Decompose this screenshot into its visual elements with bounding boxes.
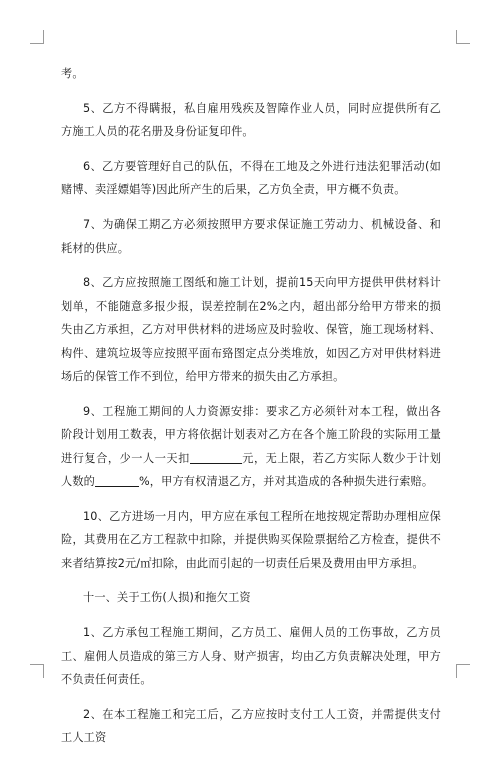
crop-mark-bottom-left-v bbox=[43, 664, 44, 678]
clause-9-part-b: 元，无上限，若乙方实际人数少于计划人数的 bbox=[61, 451, 441, 489]
deduction-amount-blank bbox=[190, 451, 242, 464]
crop-mark-top-right-v bbox=[456, 30, 457, 44]
percentage-blank bbox=[95, 474, 139, 487]
document-body bbox=[61, 62, 441, 761]
clause-9-part-c: %，甲方有权清退乙方，并对其造成的各种损失进行索赔。 bbox=[139, 475, 434, 489]
clause-9-part-a: 9、工程施工期间的人力资源安排：要求乙方必须针对本工程，做出各阶段计划用工数表，甲方将依据计划表对乙方在各个施工阶段的实际用工量进行复合，少一人一天扣 bbox=[61, 404, 441, 465]
crop-mark-bottom-left-h bbox=[30, 664, 44, 665]
paragraph-section-11-item-2: 2、在本工程施工和完工后，乙方应按时支付工人工资，并需提供支付工人工资 bbox=[61, 707, 441, 745]
paragraph-clause-5: 5、乙方不得瞒报，私自雇用残疾及智障作业人员，同时应提供所有乙方施工人员的花名册及身份证复印件。 bbox=[61, 101, 441, 139]
paragraph-clause-8: 8、乙方应按照施工图纸和施工计划，提前15天向甲方提供甲供材料计划单，不能随意多报少报，误差控制在2%之内，超出部分给甲方带来的损失由乙方承担，乙方对甲供材料的进场应及时验收、保管，施工现场材料、构件、建筑垃圾等应按照平面布臵图定点分类堆放，如因乙方对甲供材料进场后的保管工作不到位，给甲方带来的损失由乙方承担。 bbox=[61, 276, 441, 384]
crop-mark-top-left-h bbox=[30, 43, 44, 44]
paragraph-clause-6: 6、乙方要管理好自己的队伍，不得在工地及之外进行违法犯罪活动(如赌博、卖淫嫖娼等)因此所产生的后果，乙方负全责，甲方概不负责。 bbox=[61, 160, 441, 197]
section-heading-11: 十一、关于工伤(人损)和拖欠工资 bbox=[83, 591, 251, 605]
paragraph-clause-7: 7、为确保工期乙方必须按照甲方要求保证施工劳动力、机械设备、和耗材的供应。 bbox=[61, 218, 441, 255]
paragraph-clause-9 bbox=[61, 400, 441, 494]
paragraph-continuation: 考。 bbox=[61, 67, 84, 80]
paragraph-section-11-item-1: 1、乙方承包工程施工期间，乙方员工、雇佣人员的工伤事故，乙方员工、雇佣人员造成的第三方人身、财产损害，均由乙方负责解决处理，甲方不负责任何责任。 bbox=[61, 626, 441, 687]
crop-mark-top-right-h bbox=[456, 43, 470, 44]
crop-mark-bottom-right-v bbox=[456, 664, 457, 678]
crop-mark-top-left-v bbox=[43, 30, 44, 44]
paragraph-clause-10: 10、乙方进场一月内，甲方应在承包工程所在地按规定帮助办理相应保险，其费用在乙方工程款中扣除，并提供购买保险票据给乙方检查，提供不来者结算按2元/㎡扣除，由此而引起的一切责任后果及费用由甲方承担。 bbox=[61, 509, 441, 570]
crop-mark-bottom-right-h bbox=[456, 664, 470, 665]
